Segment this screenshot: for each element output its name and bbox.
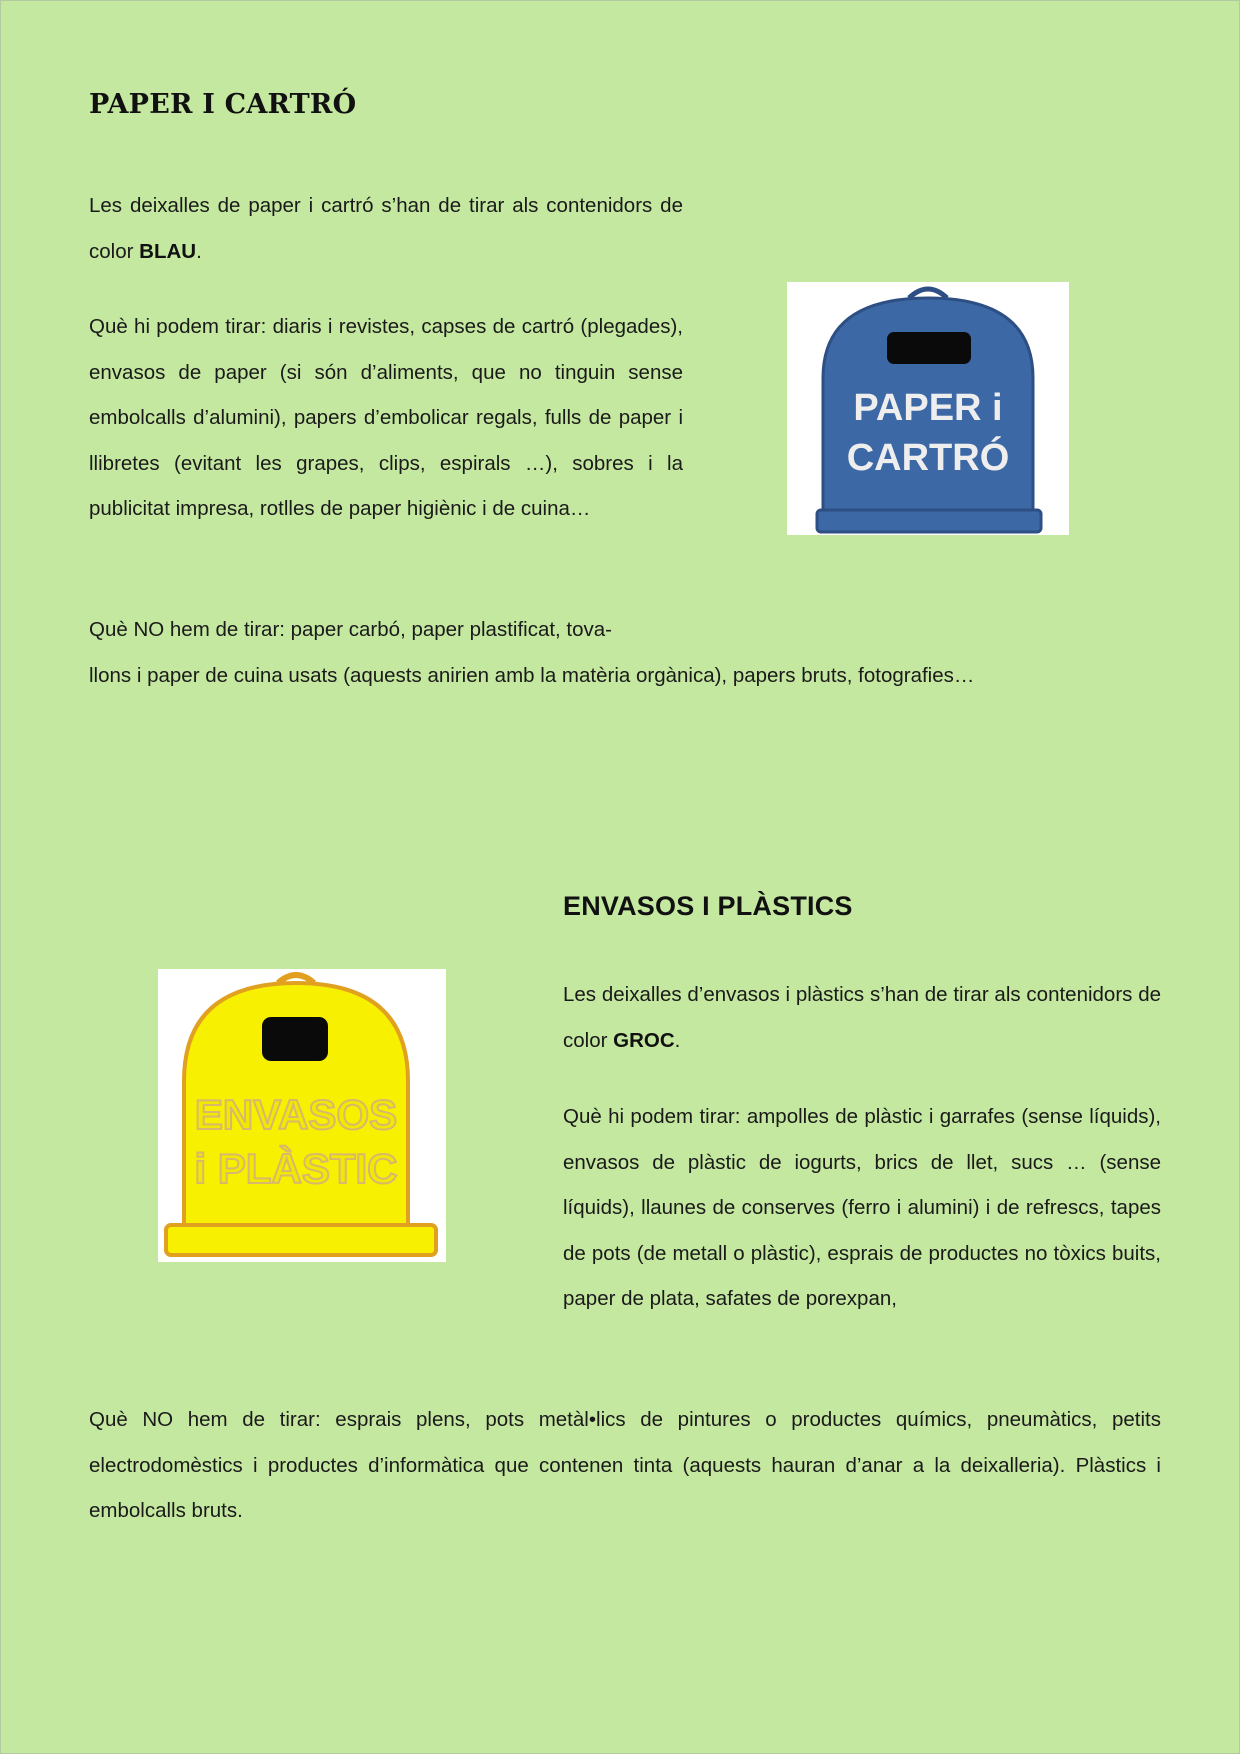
paper-intro-color: BLAU (139, 239, 197, 263)
paper-not-allowed-line1: Què NO hem de tirar: paper carbó, paper plastificat, tova- (89, 618, 613, 641)
plastics-intro-color: GROC (613, 1028, 675, 1052)
paper-not-allowed (89, 607, 1089, 698)
paper-section-title: PAPER I CARTRÓ (89, 89, 357, 120)
paper-not-allowed-line2: llons i paper de cuina usats (aquests anirien amb la matèria orgànica), papers bruts, fotografies… (89, 663, 975, 687)
yellow-plastics-bin-image (158, 969, 446, 1262)
yellow-bin-label-line2: i PLÀSTIC (194, 1145, 398, 1192)
yellow-bin-icon (158, 969, 446, 1262)
blue-bin-icon (787, 282, 1069, 535)
yellow-bin-label-line1: ENVASOS (194, 1091, 398, 1138)
blue-bin-label-line1: PAPER i (853, 387, 1003, 429)
plastics-intro-prefix: Les deixalles d’envasos i plàstics s’han de tirar als contenidors de color (563, 983, 1161, 1052)
plastics-not-allowed: Què NO hem de tirar: esprais plens, pots metàl•lics de pintures o productes químics, pneumàtics, petits electrodomèstics i productes d’informàtica que contenen tinta (aquests hauran d’anar a la deixalleria). Plàstics i embolcalls bruts. (89, 1408, 1161, 1522)
plastics-intro (563, 972, 1161, 1063)
plastics-allowed: Què hi podem tirar: ampolles de plàstic i garrafes (sense líquids), envasos de plàstic de iogurts, brics de llet, sucs … (sense líquids), llaunes de conserves (ferro i alumini) i de refrescs, tapes de pots (de metall o plàstic), esprais de productes no tòxics buits, paper de plata, safates de porexpan, (563, 1105, 1161, 1310)
paper-intro-prefix: Les deixalles de paper i cartró s’han de tirar als contenidors de color (89, 194, 683, 263)
plastics-section-title: ENVASOS I PLÀSTICS (563, 891, 853, 921)
plastics-intro-suffix: . (674, 1028, 681, 1052)
paper-intro-suffix: . (196, 239, 202, 263)
paper-allowed: Què hi podem tirar: diaris i revistes, capses de cartró (plegades), envasos de paper (si són d’aliments, que no tinguin sense embolcalls d’alumini), papers d’embolicar regals, fulls de paper i llibretes (evitant les grapes, clips, espirals …), sobres i la publicitat impresa, rotlles de paper higiènic i de cuina… (89, 315, 683, 520)
blue-bin-label-line2: CARTRÓ (846, 437, 1010, 479)
paper-intro (89, 183, 683, 274)
blue-paper-bin-image (787, 282, 1069, 535)
